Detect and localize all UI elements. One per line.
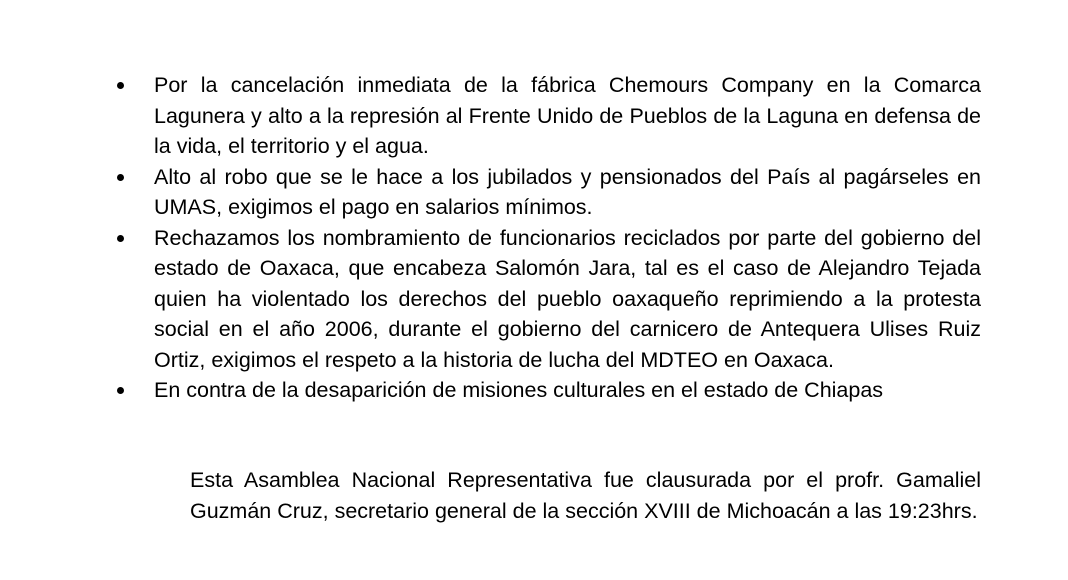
- demands-list: [0, 70, 1068, 406]
- bullet-icon: [117, 174, 124, 181]
- list-item-text: Rechazamos los nombramiento de funcionarios reciclados por parte del gobierno del estado de Oaxaca, que encabeza Salomón Jara, tal es el caso de Alejandro Tejada quien ha violentado los derechos del pueblo oaxaqueño reprimiendo a la protesta social en el año 2006, durante el gobierno del carnicero de Antequera Ulises Ruiz Ortiz, exigimos el respeto a la historia de lucha del MDTEO en Oaxaca.: [154, 225, 981, 372]
- list-item: [0, 223, 981, 376]
- list-item: [0, 375, 981, 406]
- list-item-text: Por la cancelación inmediata de la fábrica Chemours Company en la Comarca Lagunera y alto a la represión al Frente Unido de Pueblos de la Laguna en defensa de la vida, el territorio y el agua.: [154, 73, 981, 158]
- bullet-icon: [117, 82, 124, 89]
- list-item: [0, 70, 981, 162]
- bullet-icon: [117, 387, 124, 394]
- list-item-text: En contra de la desaparición de misiones culturales en el estado de Chiapas: [154, 378, 884, 402]
- list-item: [0, 162, 981, 223]
- closing-paragraph: Esta Asamblea Nacional Representativa fue clausurada por el profr. Gamaliel Guzmán Cruz, secretario general de la sección XVIII de Michoacán a las 19:23hrs.: [190, 468, 981, 523]
- list-item-text: Alto al robo que se le hace a los jubilados y pensionados del País al pagárseles en UMAS, exigimos el pago en salarios mínimos.: [154, 164, 981, 219]
- bullet-icon: [117, 235, 124, 242]
